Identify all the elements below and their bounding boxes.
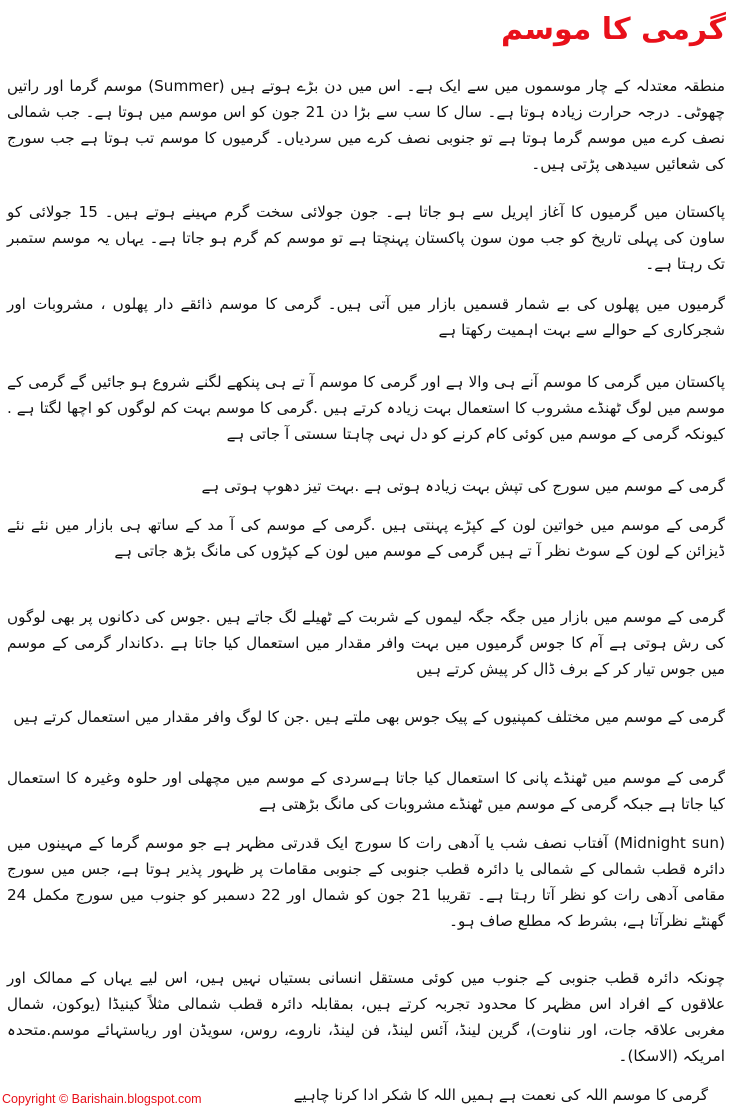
paragraph-sun-heat: گرمی کے موسم میں سورج کی تپش بہت زیادہ ہوتی ہے .بہت تیز دھوپ ہوتی ہے — [201, 477, 725, 495]
paragraph-pakistan-summer: پاکستان میں گرمیوں کا آغاز اپریل سے ہو جاتا ہے۔ جون جولائی سخت گرم مہینے ہوتے ہیں۔ 15 جولائی کو ساون کی پہلی تاریخ کو جب مون سون پاکستان پہنچتا ہے تو موسم کم گرم ہو جاتا ہے۔ یہاں یہ موسم ستمبر تک رہتا ہے۔ — [7, 203, 726, 273]
paragraph-midnight-sun: (Midnight sun) آفتاب نصف شب یا آدھی رات کا سورج ایک قدرتی مظہر ہے جو موسم گرما کے مہینوں میں دائرہ قطب شمالی کے شمالی یا دائرہ قطب جنوبی کے جنوبی مقامات پر ظہور پذیر ہوتا ہے، جس میں سورج مقامی آدھی رات کو نظر آتا رہتا ہے۔ تقریبا 21 جون کو شمال اور 22 دسمبر کو جنوب میں سورج مکمل 24 گھنٹے نظرآتا ہے، بشرط کہ مطلع صاف ہو۔ — [7, 834, 725, 930]
paragraph-packed-juice: گرمی کے موسم میں مختلف کمپنیوں کے پیک جوس بھی ملتے ہیں .جن کا لوگ وافر مقدار میں استعمال کرتے ہیں — [13, 708, 725, 726]
copyright-notice: Copyright © Barishain.blogspot.com — [2, 1092, 202, 1106]
paragraph-fruits: گرمیوں میں پھلوں کی بے شمار قسمیں بازار میں آتی ہیں۔ گرمی کا موسم ذائقے دار پھلوں ، مشروبات اور شجرکاری کے حوالے سے بہت اہمیت رکھتا ہے — [7, 295, 725, 339]
paragraph-arctic-regions: چونکہ دائرہ قطب جنوبی کے جنوب میں کوئی مستقل انسانی بستیاں نہیں ہیں، اس لیے یہاں کے ممالک اور علاقوں کے افراد اس مظہر کا محدود تجربہ کرتے ہیں، بمقابلہ دائرہ قطب شمالی مثلاً کینیڈا (یوکون، شمال مغربی علاقہ جات، اور نناوت)، گرین لینڈ، آئس لینڈ، فن لینڈ، ناروے، روس، سویڈن اور ریاستہائے موسم.متحدہ امریکہ (الاسکا)۔ — [7, 969, 725, 1065]
paragraph-juice-shops: گرمی کے موسم میں بازار میں جگہ جگہ لیموں کے شربت کے ٹھیلے لگ جاتے ہیں .جوس کی دکانوں پر بھی لوگوں کی رش ہوتی ہے آم کا جوس گرمیوں میں بہت وافر مقدار میں استعمال کیا جاتا ہے .دکاندار گرمی کے موسم میں جوس تیار کر کے برف ڈال کر پیش کرتے ہیں — [7, 608, 725, 678]
paragraph-lawn-clothes: گرمی کے موسم میں خواتین لون کے کپڑے پہنتی ہیں .گرمی کے موسم کی آ مد کے ساتھ ہی بازار میں نئے نئے ڈیزائن کے لون کے سوٹ نظر آ تے ہیں گرمی کے موسم میں لون کے کپڑوں کی مانگ بڑھ جاتی ہے — [7, 516, 725, 560]
paragraph-cold-water: گرمی کے موسم میں ٹھنڈے پانی کا استعمال کیا جاتا ہےسردی کے موسم میں مچھلی اور حلوہ وغیرہ کا استعمال کیا جاتا ہے جبکہ گرمی کے موسم میں ٹھنڈے مشروبات کی مانگ بڑھتی ہے — [7, 769, 725, 813]
article-title: گرمی کا موسم — [500, 12, 726, 47]
closing-line: گرمی کا موسم اللہ کی نعمت ہے ہمیں اللہ کا شکر ادا کرنا چاہیے — [293, 1086, 708, 1104]
paragraph-fans-drinks: پاکستان میں گرمی کا موسم آنے ہی والا ہے اور گرمی کا موسم آ تے ہی پنکھے لگنے شروع ہو جائیں گے گرمی کے موسم میں لوگ ٹھنڈے مشروب کا استعمال بہت زیادہ کرتے ہیں .گرمی کا موسم بہت کم لوگوں کو اچھا لگتا ہے . کیونکہ گرمی کے موسم میں کوئی کام کرنے کو دل نہی چاہتا سستی آ جاتی ہے — [7, 373, 725, 443]
paragraph-summer-intro: منطقہ معتدلہ کے چار موسموں میں سے ایک ہے۔ اس میں دن بڑے ہوتے ہیں (Summer) موسم گرما اور راتیں چھوٹی۔ درجہ حرارت زیادہ ہوتا ہے۔ سال کا سب سے بڑا دن 21 جون کو اس موسم میں ہوتا ہے۔ جب شمالی نصف کرے میں موسم گرما ہوتا ہے تو جنوبی نصف کرے میں سردیاں۔ گرمیوں کا موسم تب ہوتا ہے جب سورج کی شعائیں سیدھی پڑتی ہیں۔ — [7, 77, 725, 173]
